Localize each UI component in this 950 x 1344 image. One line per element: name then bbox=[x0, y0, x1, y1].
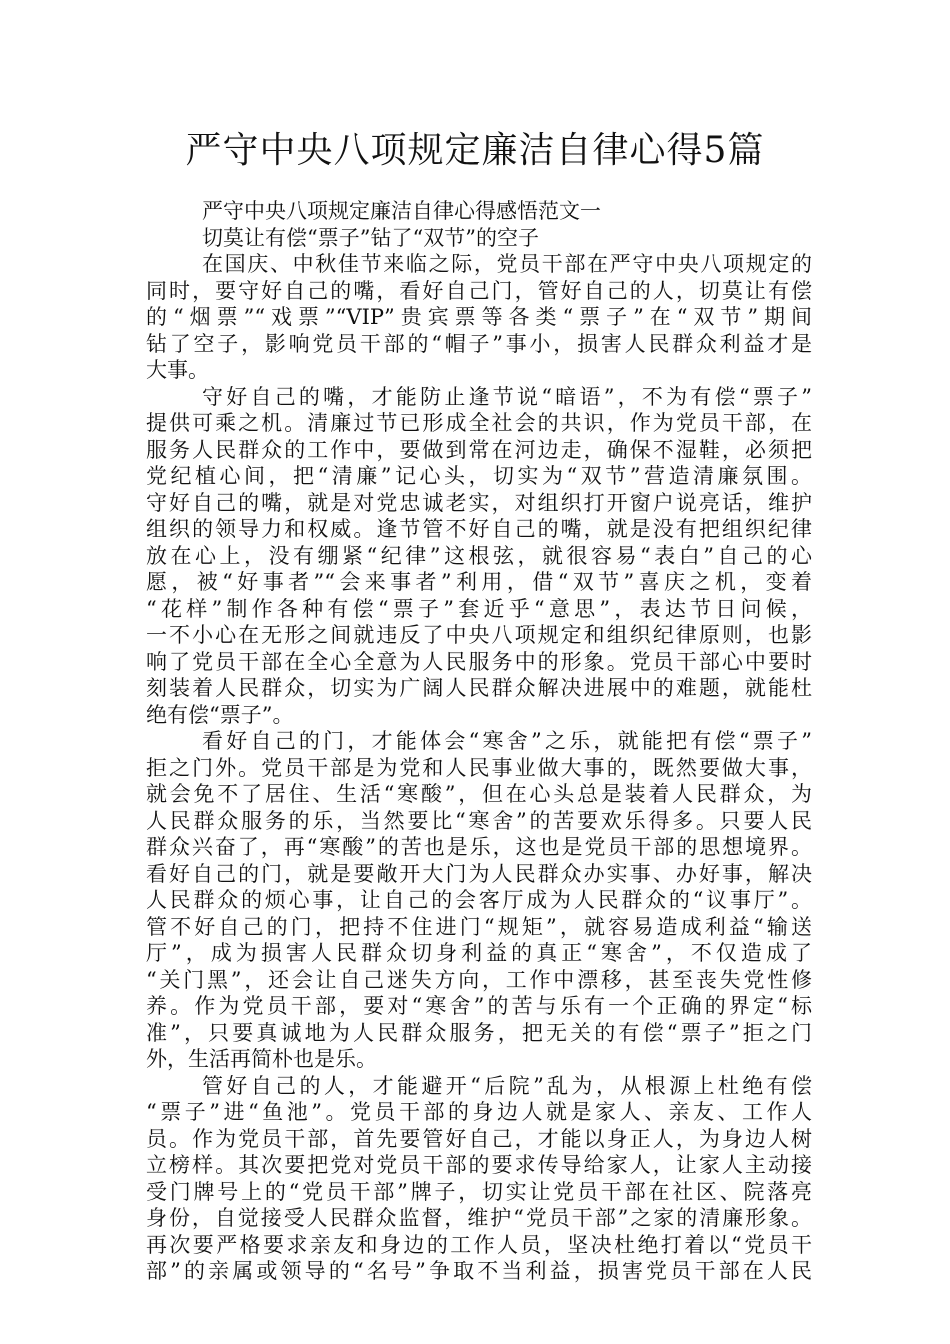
text-line: 刻装着人民群众，切实为广阔人民群众解决进展中的难题，就能杜 bbox=[146, 676, 812, 700]
text-line: 外，生活再简朴也是乐。 bbox=[146, 1047, 377, 1071]
text-line: 就会免不了居住、生活“寒酸”，但在心头总是装着人民群众，为 bbox=[146, 782, 812, 806]
text-line: 在国庆、中秋佳节来临之际，党员干部在严守中央八项规定的 bbox=[202, 252, 812, 276]
document-body bbox=[146, 198, 812, 1285]
text-line: 守好自己的嘴，才能防止逢节说“暗语”，不为有偿“票子” bbox=[202, 384, 812, 409]
text-line: 部”的亲属或领导的“名号”争取不当利益，损害党员干部在人民 bbox=[146, 1259, 812, 1283]
text-line: “花样”制作各种有偿“票子”套近乎“意思”，表达节日问候， bbox=[146, 596, 812, 621]
text-line: 管不好自己的门，把持不住进门“规矩”，就容易造成利益“输送 bbox=[146, 914, 812, 939]
text-line: 响了党员干部在全心全意为人民服务中的形象。党员干部心中要时 bbox=[146, 649, 812, 674]
text-line: 厅”，成为损害人民群众切身利益的真正“寒舍”，不仅造成了 bbox=[146, 941, 812, 965]
text-line: 管好自己的人，才能避开“后院”乱为，从根源上杜绝有偿 bbox=[202, 1073, 812, 1098]
text-line: 拒之门外。党员干部是为党和人民事业做大事的，既然要做大事， bbox=[146, 755, 812, 780]
text-line: 再次要严格要求亲友和身边的工作人员，坚决杜绝打着以“党员干 bbox=[146, 1232, 812, 1257]
text-line: 钻了空子，影响党员干部的“帽子”事小，损害人民群众利益才是 bbox=[146, 331, 812, 356]
text-line: 党纪植心间，把“清廉”记心头，切实为“双节”营造清廉氛围。 bbox=[146, 464, 812, 488]
text-line: “关门黑”，还会让自己迷失方向，工作中漂移，甚至丧失党性修 bbox=[146, 967, 812, 992]
document-title: 严守中央八项规定廉洁自律心得5篇 bbox=[185, 130, 765, 171]
text-line: 受门牌号上的“党员干部”牌子，切实让党员干部在社区、院落亮 bbox=[146, 1179, 812, 1204]
text-line: 大事。 bbox=[146, 358, 209, 382]
text-line: 身份，自觉接受人民群众监督，维护“党员干部”之家的清廉形象。 bbox=[146, 1206, 812, 1230]
text-line: 放在心上，没有绷紧“纪律”这根弦，就很容易“表白”自己的心 bbox=[146, 543, 812, 568]
text-line: 群众兴奋了，再“寒酸”的苦也是乐，这也是党员干部的思想境界。 bbox=[146, 835, 812, 859]
text-line: 组织的领导力和权威。逢节管不好自己的嘴，就是没有把组织纪律 bbox=[146, 517, 812, 541]
text-line: 切莫让有偿“票子”钻了“双节”的空子 bbox=[202, 225, 539, 250]
text-line: 的“烟票”“戏票”“VIP”贵宾票等各类“票子”在“双节”期间 bbox=[146, 305, 812, 329]
text-line: “票子”进“鱼池”。党员干部的身边人就是家人、亲友、工作人 bbox=[146, 1100, 812, 1124]
text-line: 一不小心在无形之间就违反了中央八项规定和组织纪律原则，也影 bbox=[146, 623, 812, 647]
text-line: 员。作为党员干部，首先要管好自己，才能以身正人，为身边人树 bbox=[146, 1126, 812, 1151]
text-line: 人民群众的烦心事，让自己的会客厅成为人民群众的“议事厅”。 bbox=[146, 888, 812, 912]
text-line: 准”，只要真诚地为人民群众服务，把无关的有偿“票子”拒之门 bbox=[146, 1020, 812, 1045]
text-line: 立榜样。其次要把党对党员干部的要求传导给家人，让家人主动接 bbox=[146, 1153, 812, 1177]
text-line: 养。作为党员干部，要对“寒舍”的苦与乐有一个正确的界定“标 bbox=[146, 994, 812, 1018]
text-line: 同时，要守好自己的嘴，看好自己门，管好自己的人，切莫让有偿 bbox=[146, 278, 812, 303]
text-line: 提供可乘之机。清廉过节已形成全社会的共识，作为党员干部，在 bbox=[146, 411, 812, 435]
text-line: 看好自己的门，才能体会“寒舍”之乐，就能把有偿“票子” bbox=[202, 729, 812, 753]
text-line: 服务人民群众的工作中，要做到常在河边走，确保不湿鞋，必须把 bbox=[146, 437, 812, 462]
text-line: 严守中央八项规定廉洁自律心得感悟范文一 bbox=[202, 199, 601, 223]
text-line: 人民群众服务的乐，当然要比“寒舍”的苦要欢乐得多。只要人民 bbox=[146, 808, 812, 833]
text-line: 守好自己的嘴，就是对党忠诚老实，对组织打开窗户说亮话，维护 bbox=[146, 490, 812, 515]
text-line: 绝有偿“票子”。 bbox=[146, 702, 294, 727]
text-line: 看好自己的门，就是要敞开大门为人民群众办实事、办好事，解决 bbox=[146, 861, 812, 886]
text-line: 愿，被“好事者”“会来事者”利用，借“双节”喜庆之机，变着 bbox=[146, 570, 812, 594]
